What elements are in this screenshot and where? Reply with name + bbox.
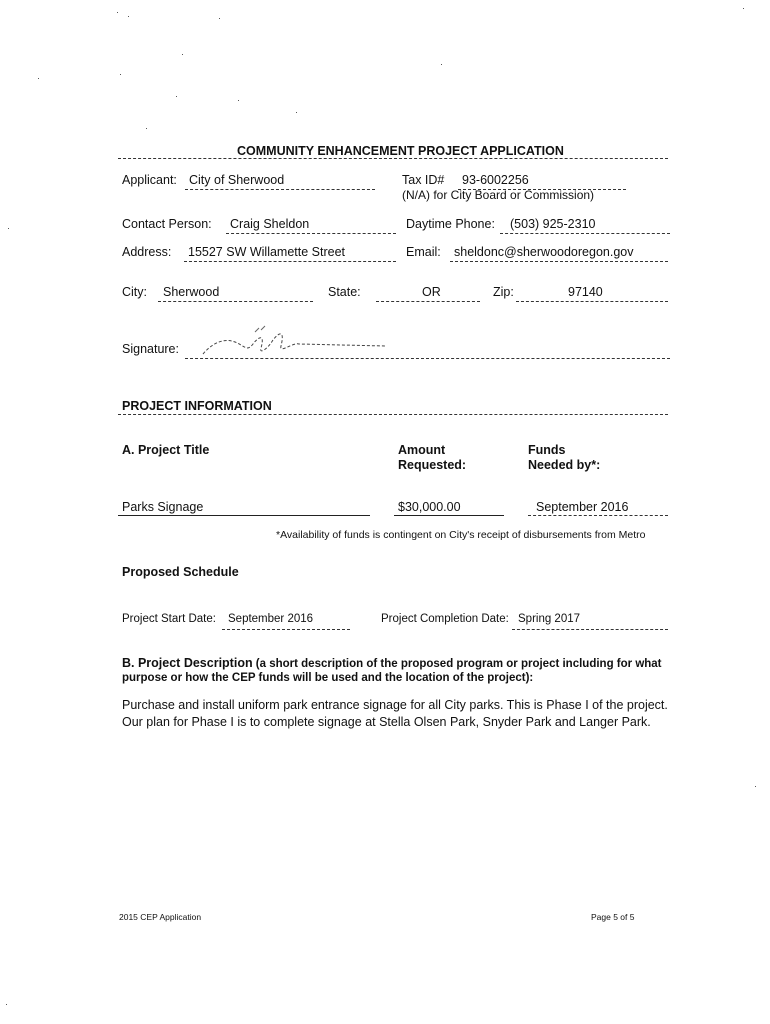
project-info-heading: PROJECT INFORMATION — [122, 399, 272, 413]
project-info-rule — [118, 414, 668, 415]
completion-date-label: Project Completion Date: — [381, 613, 509, 625]
state-value: OR — [422, 285, 441, 299]
description-heading: B. Project Description — [122, 656, 253, 670]
signature-line — [185, 358, 670, 359]
contact-line — [226, 233, 396, 234]
description-body: Purchase and install uniform park entrance signage for all City parks. This is Phase I of the project. Our plan for Phase I is to complete signage at Stella Olsen Park, Snyder Park and Langer Park. — [122, 698, 668, 729]
zip-label: Zip: — [493, 285, 514, 299]
signature-scrawl — [195, 322, 395, 362]
funds-line — [528, 515, 668, 516]
applicant-line — [185, 189, 375, 190]
address-line — [184, 261, 396, 262]
phone-line — [500, 233, 670, 234]
start-date-label: Project Start Date: — [122, 613, 216, 625]
funds-label-1: Funds — [528, 443, 566, 457]
amount-line — [394, 515, 504, 516]
amount-label-2: Requested: — [398, 458, 467, 472]
footer-page-number: Page 5 of 5 — [591, 912, 635, 922]
form-title: COMMUNITY ENHANCEMENT PROJECT APPLICATION — [237, 144, 564, 158]
completion-date-value: Spring 2017 — [518, 613, 581, 625]
city-value: Sherwood — [163, 285, 220, 299]
project-title-label: A. Project Title — [122, 443, 210, 457]
schedule-heading: Proposed Schedule — [122, 565, 239, 579]
description-instructions-block — [122, 656, 682, 685]
email-value: sheldonc@sherwoodoregon.gov — [454, 245, 634, 259]
phone-value: (503) 925-2310 — [510, 217, 596, 231]
taxid-label: Tax ID# — [402, 173, 445, 187]
address-label: Address: — [122, 245, 172, 259]
applicant-label: Applicant: — [122, 173, 177, 187]
zip-value: 97140 — [568, 285, 603, 299]
email-line — [450, 261, 668, 262]
funds-label-2: Needed by*: — [528, 458, 601, 472]
title-rule — [118, 158, 668, 159]
project-title-value: Parks Signage — [122, 500, 204, 514]
taxid-value: 93-6002256 — [462, 173, 529, 187]
phone-label: Daytime Phone: — [406, 217, 495, 231]
start-date-line — [222, 629, 350, 630]
description-instructions: (a short description of the proposed program or project including for what purpose or how the CEP funds will be used and the location of the project): — [122, 658, 662, 684]
state-label: State: — [328, 285, 361, 299]
amount-value: $30,000.00 — [398, 500, 461, 514]
address-value: 15527 SW Willamette Street — [188, 245, 346, 259]
completion-date-line — [512, 629, 668, 630]
start-date-value: September 2016 — [228, 613, 314, 625]
amount-label-1: Amount — [398, 443, 446, 457]
state-line — [376, 301, 480, 302]
funds-value: September 2016 — [536, 500, 629, 514]
email-label: Email: — [406, 245, 441, 259]
funds-footnote: *Availability of funds is contingent on City's receipt of disbursements from Metro — [276, 529, 646, 541]
contact-label: Contact Person: — [122, 217, 212, 231]
city-label: City: — [122, 285, 147, 299]
city-line — [158, 301, 313, 302]
taxid-note: (N/A) for City Board or Commission) — [402, 188, 595, 202]
signature-label: Signature: — [122, 342, 179, 356]
applicant-value: City of Sherwood — [189, 173, 285, 187]
contact-value: Craig Sheldon — [230, 217, 310, 231]
project-title-line — [118, 515, 370, 516]
footer-left: 2015 CEP Application — [119, 912, 202, 922]
zip-line — [516, 301, 668, 302]
